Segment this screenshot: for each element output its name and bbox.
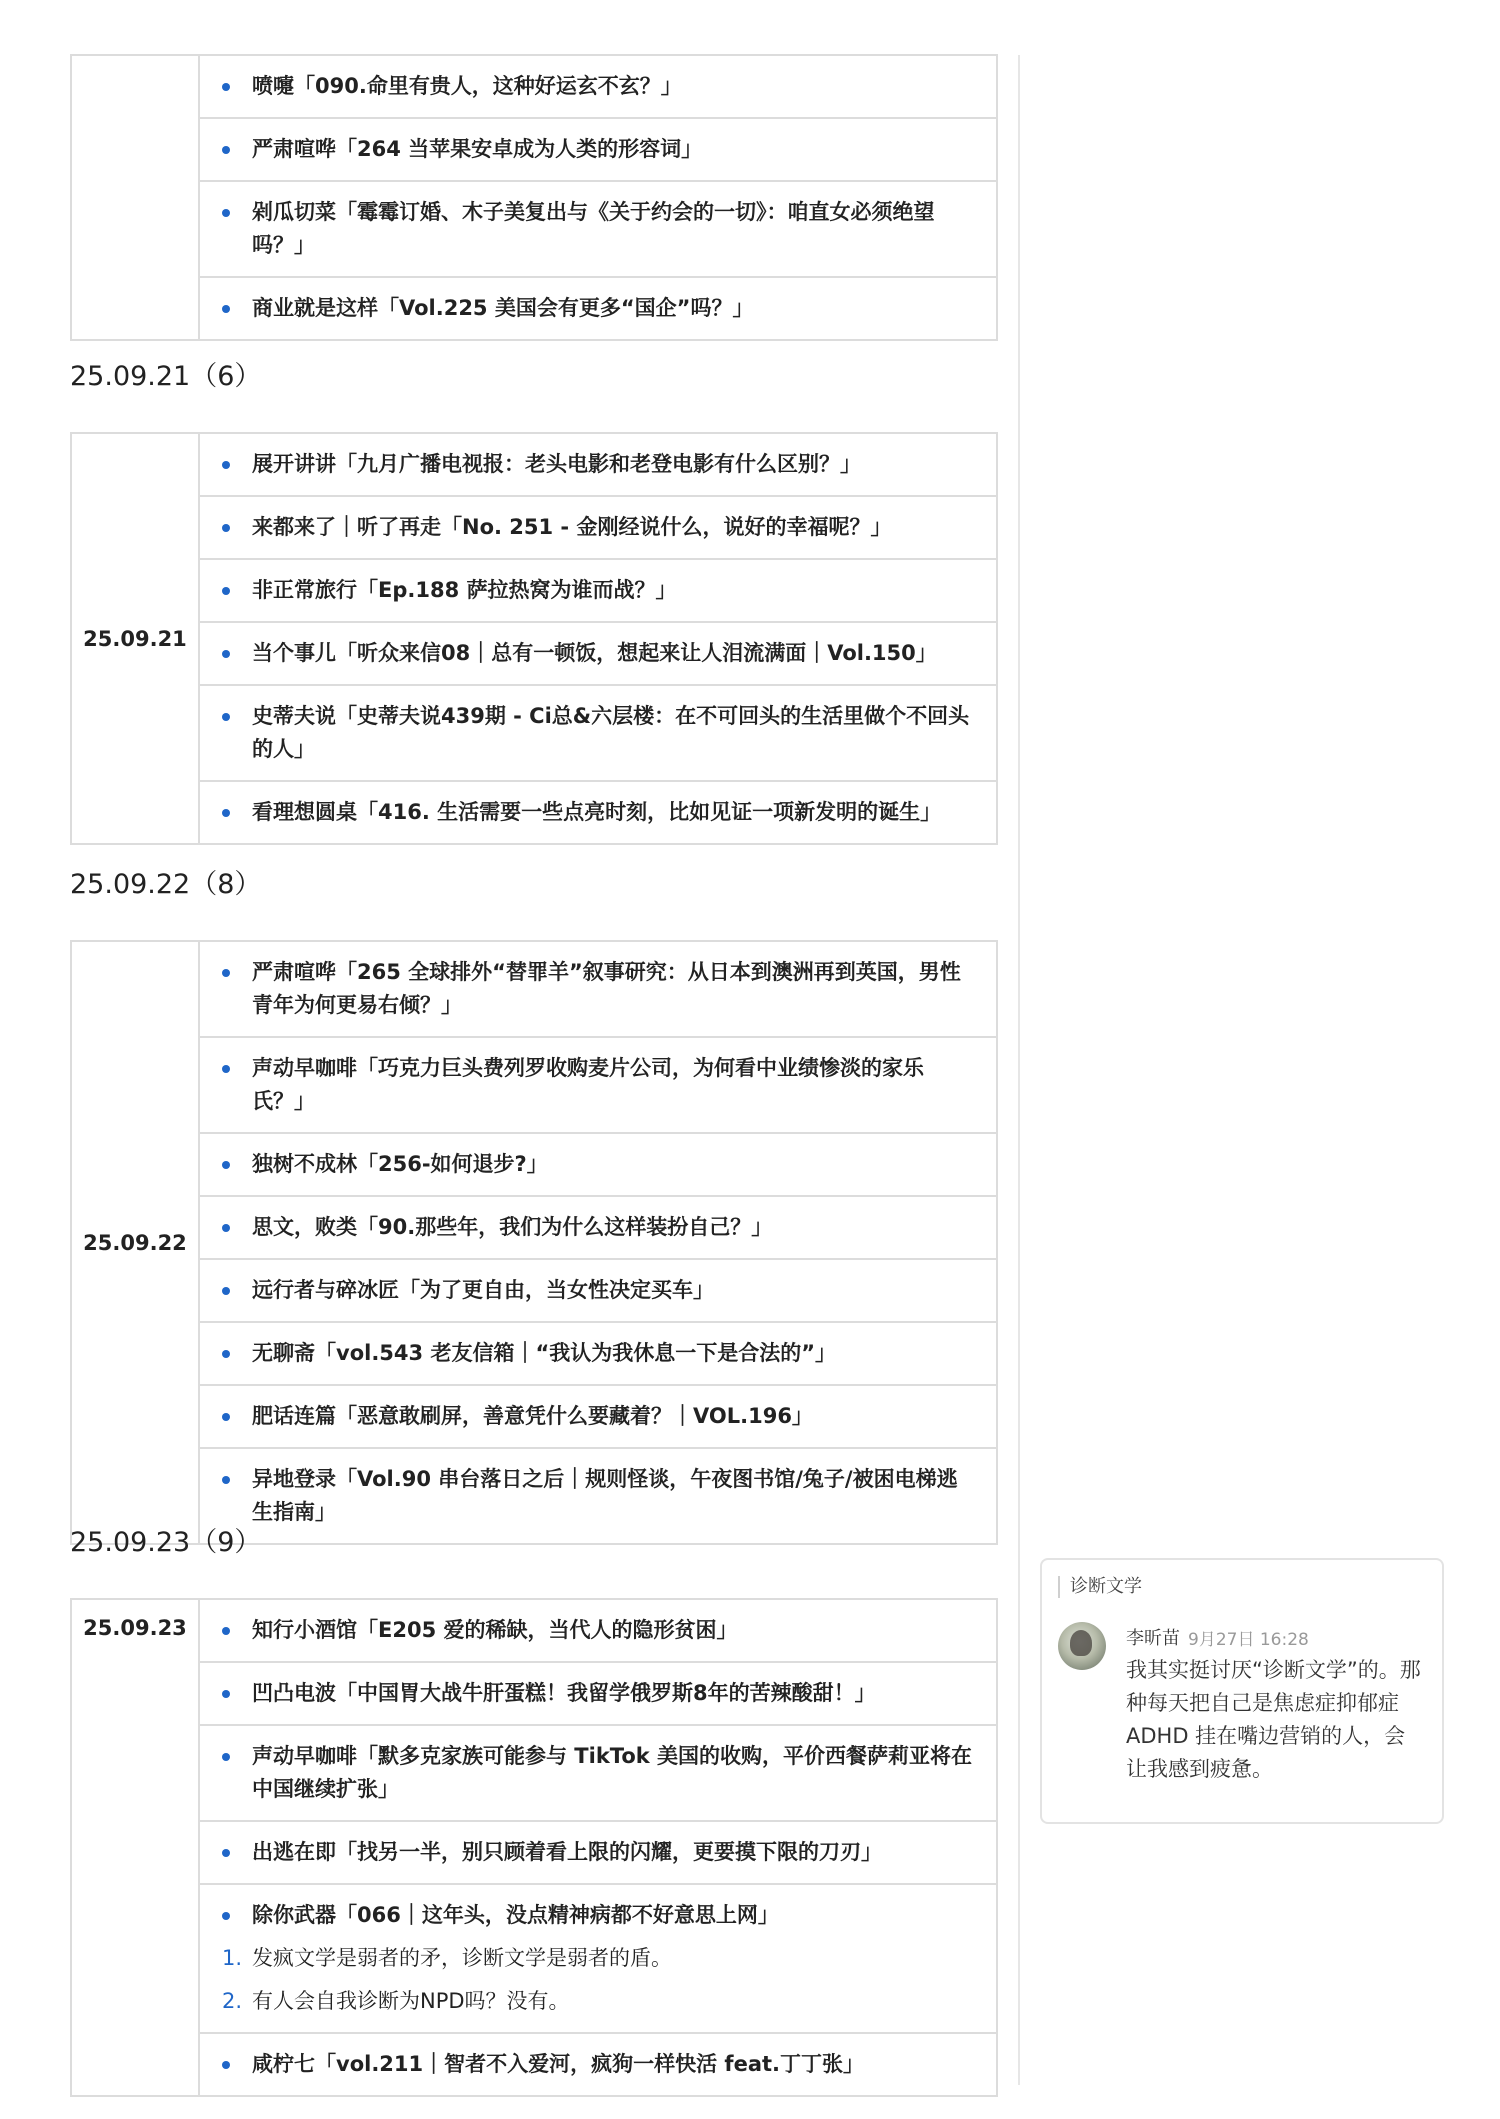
- list-item[interactable]: 严肃喧哗「264 当苹果安卓成为人类的形容词」: [199, 118, 997, 181]
- bullet-icon: [222, 809, 230, 817]
- bullet-icon: [222, 650, 230, 658]
- list-item[interactable]: 严肃喧哗「265 全球排外“替罪羊”叙事研究：从日本到澳洲再到英国，男性青年为何更易右倾？」: [199, 941, 997, 1037]
- date-cell: 25.09.23: [71, 1599, 199, 2096]
- list-item[interactable]: 无聊斋「vol.543 老友信箱｜“我认为我休息一下是合法的”」: [199, 1322, 997, 1385]
- comment-author[interactable]: 李昕苗: [1126, 1628, 1180, 1649]
- bullet-icon: [222, 1912, 230, 1920]
- bullet-icon: [222, 1224, 230, 1232]
- bullet-icon: [222, 1065, 230, 1073]
- list-item[interactable]: 展开讲讲「九月广播电视报：老头电影和老登电影有什么区别？」: [199, 433, 997, 496]
- list-item[interactable]: 知行小酒馆「E205 爱的稀缺，当代人的隐形贫困」: [199, 1599, 997, 1662]
- bullet-icon: [222, 1849, 230, 1857]
- annotation-list: [222, 1942, 976, 2018]
- list-item[interactable]: 当个事儿「听众来信08｜总有一顿饭，想起来让人泪流满面｜Vol.150」: [199, 622, 997, 685]
- list-item[interactable]: 史蒂夫说「史蒂夫说439期 - Ci总&六层楼：在不可回头的生活里做个不回头的人」: [199, 685, 997, 781]
- bullet-icon: [222, 83, 230, 91]
- list-item[interactable]: 来都来了｜听了再走「No. 251 - 金刚经说什么，说好的幸福呢？」: [199, 496, 997, 559]
- bullet-icon: [222, 587, 230, 595]
- day-table: [70, 940, 998, 1545]
- bullet-icon: [222, 2061, 230, 2069]
- bullet-icon: [222, 1161, 230, 1169]
- list-item[interactable]: 非正常旅行「Ep.188 萨拉热窝为谁而战？」: [199, 559, 997, 622]
- day-table: [70, 432, 998, 845]
- list-item[interactable]: 咸柠七「vol.211｜智者不入爱河，疯狗一样快活 feat.丁丁张」: [199, 2033, 997, 2096]
- bullet-icon: [222, 209, 230, 217]
- avatar[interactable]: [1058, 1622, 1106, 1670]
- bullet-icon: [222, 1690, 230, 1698]
- date-cell: 25.09.22: [71, 941, 199, 1544]
- list-item[interactable]: 出逃在即「找另一半，别只顾着看上限的闪耀，更要摸下限的刀刃」: [199, 1821, 997, 1884]
- date-cell: 25.09.21: [71, 433, 199, 844]
- comment-time: 9月27日 16:28: [1188, 1630, 1309, 1650]
- annotation-item: 1. 发疯文学是弱者的矛，诊断文学是弱者的盾。: [222, 1946, 672, 1970]
- list-item[interactable]: 远行者与碎冰匠「为了更自由，当女性决定买车」: [199, 1259, 997, 1322]
- bullet-icon: [222, 1413, 230, 1421]
- bullet-icon: [222, 146, 230, 154]
- section-heading: 25.09.22（8）: [70, 869, 262, 900]
- day-table-continued: [70, 54, 998, 341]
- day-table: [70, 1598, 998, 2097]
- list-item[interactable]: 喷嚏「090.命里有贵人，这种好运玄不玄？」: [199, 55, 997, 118]
- column-divider: [1018, 55, 1020, 2085]
- bullet-icon: [222, 969, 230, 977]
- list-item[interactable]: 剁瓜切菜「霉霉订婚、木子美复出与《关于约会的一切》：咱直女必须绝望吗？」: [199, 181, 997, 277]
- bullet-icon: [222, 1350, 230, 1358]
- bullet-icon: [222, 524, 230, 532]
- section-heading: 25.09.21（6）: [70, 361, 262, 392]
- list-item[interactable]: 商业就是这样「Vol.225 美国会有更多“国企”吗？」: [199, 277, 997, 340]
- list-item[interactable]: 思文，败类「90.那些年，我们为什么这样装扮自己？」: [199, 1196, 997, 1259]
- bullet-icon: [222, 1627, 230, 1635]
- list-item[interactable]: 异地登录「Vol.90 串台落日之后｜规则怪谈，午夜图书馆/兔子/被困电梯逃生指南」: [199, 1448, 997, 1544]
- bullet-icon: [222, 305, 230, 313]
- list-item[interactable]: 看理想圆桌「416. 生活需要一些点亮时刻，比如见证一项新发明的诞生」: [199, 781, 997, 844]
- bullet-icon: [222, 713, 230, 721]
- bullet-icon: [222, 1287, 230, 1295]
- list-item[interactable]: 声动早咖啡「巧克力巨头费列罗收购麦片公司，为何看中业绩惨淡的家乐氏？」: [199, 1037, 997, 1133]
- list-item[interactable]: 凹凸电波「中国胃大战牛肝蛋糕！我留学俄罗斯8年的苦辣酸甜！」: [199, 1662, 997, 1725]
- list-item[interactable]: 除你武器「066｜这年头，没点精神病都不好意思上网」 1. 发疯文学是弱者的矛，诊断文学是弱者的盾。 2. 有人会自我诊断为NPD吗？没有。: [199, 1884, 997, 2033]
- bullet-icon: [222, 461, 230, 469]
- list-item[interactable]: 肥话连篇「恶意敢刷屏，善意凭什么要藏着？｜VOL.196」: [199, 1385, 997, 1448]
- annotation-item: 2. 有人会自我诊断为NPD吗？没有。: [222, 1989, 570, 2013]
- list-item[interactable]: 声动早咖啡「默多克家族可能参与 TikTok 美国的收购，平价西餐萨莉亚将在中国继续扩张」: [199, 1725, 997, 1821]
- section-heading: 25.09.23（9）: [70, 1527, 262, 1558]
- comment-card: [1040, 1558, 1444, 1824]
- comment-text: 我其实挺讨厌“诊断文学”的。那种每天把自己是焦虑症抑郁症 ADHD 挂在嘴边营销的人，会让我感到疲惫。: [1126, 1658, 1421, 1781]
- comment-tag[interactable]: 诊断文学: [1058, 1576, 1142, 1598]
- bullet-icon: [222, 1476, 230, 1484]
- date-cell: [71, 55, 199, 340]
- bullet-icon: [222, 1753, 230, 1761]
- list-item[interactable]: 独树不成林「256-如何退步?」: [199, 1133, 997, 1196]
